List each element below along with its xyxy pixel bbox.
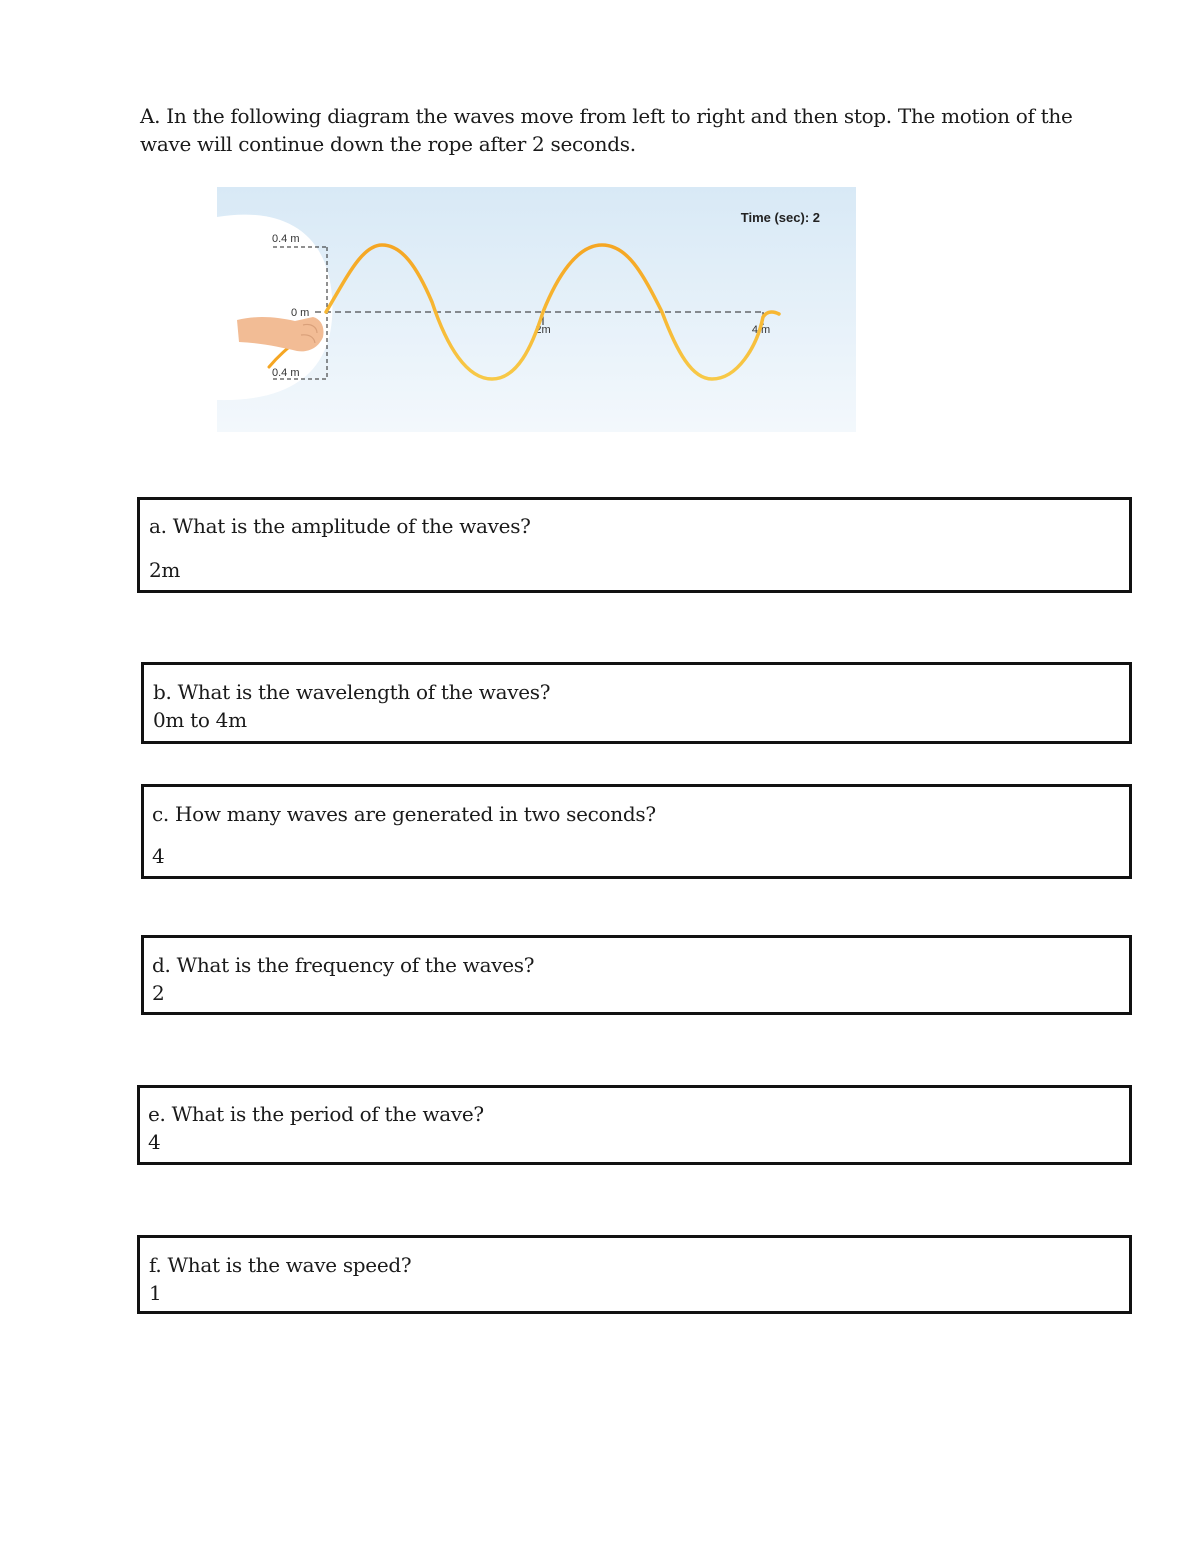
answer-c-text: 4 [152,844,165,868]
answer-d-text: 2 [152,981,165,1005]
intro-text: A. In the following diagram the waves move from left to right and then stop. The motion of the wave will continue down the rope after 2 seconds. [140,104,1073,156]
question-e-text: e. What is the period of the wave? [148,1102,484,1126]
label-bottom: 0.4 m [272,367,300,379]
question-box-b [141,662,1132,744]
time-label: Time (sec): 2 [740,210,820,225]
wave-diagram-svg [217,187,856,432]
answer-e-text: 4 [148,1130,161,1154]
question-a-text: a. What is the amplitude of the waves? [149,514,531,538]
question-box-d [141,935,1132,1015]
question-c-text: c. How many waves are generated in two seconds? [152,802,656,826]
label-4m: 4 m [751,324,771,336]
label-top: 0.4 m [272,233,300,245]
question-d-text: d. What is the frequency of the waves? [152,953,535,977]
label-2m: 2m [535,324,551,336]
wave-diagram [217,187,856,432]
question-b-text: b. What is the wavelength of the waves? [153,680,551,704]
label-zero: 0 m [291,307,310,319]
question-box-c [141,784,1132,879]
answer-b-text: 0m to 4m [153,708,247,732]
question-box-e [137,1085,1132,1165]
question-f-text: f. What is the wave speed? [149,1253,412,1277]
answer-a-text: 2m [149,558,181,582]
question-box-a [137,497,1132,593]
answer-f-text: 1 [149,1281,162,1305]
question-box-f [137,1235,1132,1314]
